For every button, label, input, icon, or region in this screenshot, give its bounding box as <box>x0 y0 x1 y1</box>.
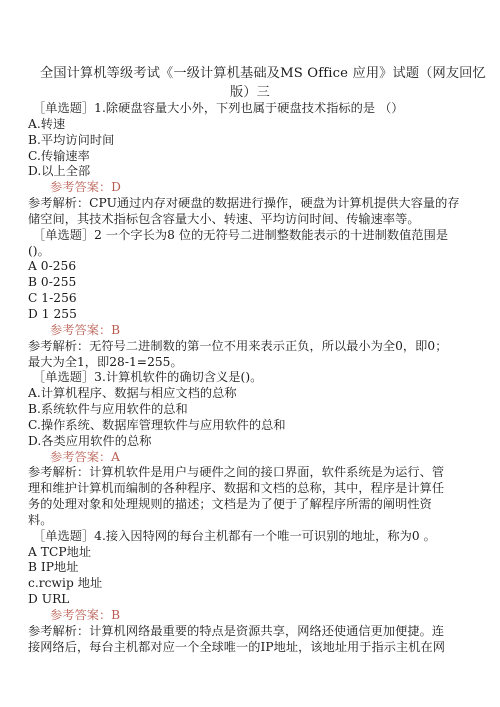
answer-label: 参考答案：B <box>50 322 121 337</box>
explanation-line: 最大为全1，即28-1=255。 <box>28 354 183 369</box>
question-stem: ［单选题］2 一个字长为8 位的无符号二进制整数能表示的十进制数值范围是 <box>33 227 449 242</box>
option-a: A.转速 <box>28 116 66 131</box>
option-b: B.平均访问时间 <box>28 132 115 147</box>
explanation-line: 参考解析：CPU通过内存对硬盘的数据进行操作，硬盘为计算机提供大容量的存 <box>28 196 460 211</box>
explanation-line: 储空间，其技术指标包含容量大小、转速、平均访问时间、传输速率等。 <box>28 211 420 226</box>
option-a: A 0-256 <box>28 259 77 274</box>
option-a: A TCP地址 <box>28 544 92 559</box>
title-line-2: 版）三 <box>229 85 270 100</box>
question-stem: ［单选题］3.计算机软件的确切含义是()。 <box>33 370 263 385</box>
answer-label: 参考答案：D <box>50 180 122 195</box>
explanation-line: 理和维护计算机而编制的各种程序、数据和文档的总称，其中，程序是计算任 <box>28 481 445 496</box>
question-list <box>28 101 468 656</box>
question-stem-continued: ()。 <box>28 243 50 258</box>
explanation-line: 参考解析：计算机网络最重要的特点是资源共享，网络还使通信更加便捷。连 <box>28 623 445 638</box>
option-b: B.系统软件与应用软件的总和 <box>28 402 188 417</box>
option-c: c.rcwip 地址 <box>28 576 103 591</box>
answer-label: 参考答案：A <box>50 449 121 464</box>
option-d: D 1 255 <box>28 306 77 321</box>
document-title <box>40 64 486 102</box>
question-1 <box>28 101 468 228</box>
option-b: B 0-255 <box>28 275 77 290</box>
explanation-line: 料。 <box>28 512 53 527</box>
option-d: D.以上全部 <box>28 164 91 179</box>
question-2 <box>28 228 468 371</box>
option-c: C.传输速率 <box>28 148 90 163</box>
option-c: C.操作系统、数据库管理软件与应用软件的总和 <box>28 417 286 432</box>
explanation-line: 务的处理对象和处理规则的描述；文档是为了便于了解程序所需的阐明性资 <box>28 497 432 512</box>
question-4 <box>28 529 468 656</box>
question-stem: ［单选题］1.除硬盘容量大小外，下列也属于硬盘技术指标的是 （） <box>33 101 404 115</box>
option-b: B IP地址 <box>28 560 79 575</box>
question-stem: ［单选题］4.接入因特网的每台主机都有一个唯一可识别的地址，称为0 。 <box>33 528 436 543</box>
explanation-line: 参考解析：计算机软件是用户与硬件之间的接口界面，软件系统是为运行、管 <box>28 465 445 480</box>
explanation-line: 接网络后，每台主机都对应一个全球唯一的IP地址，该地址用于指示主机在网 <box>28 639 445 654</box>
explanation-line: 参考解析：无符号二进制数的第一位不用来表示正负，所以最小为全0，即0； <box>28 338 448 353</box>
option-a: A.计算机程序、数据与相应文档的总称 <box>28 386 237 401</box>
answer-label: 参考答案：B <box>50 608 121 622</box>
title-line-1: 全国计算机等级考试《一级计算机基础及MS Office 应用》试题（网友回忆 <box>40 66 486 81</box>
option-d: D.各类应用软件的总称 <box>28 433 152 448</box>
option-d: D URL <box>28 592 70 607</box>
question-3 <box>28 370 468 528</box>
option-c: C 1-256 <box>28 291 77 306</box>
